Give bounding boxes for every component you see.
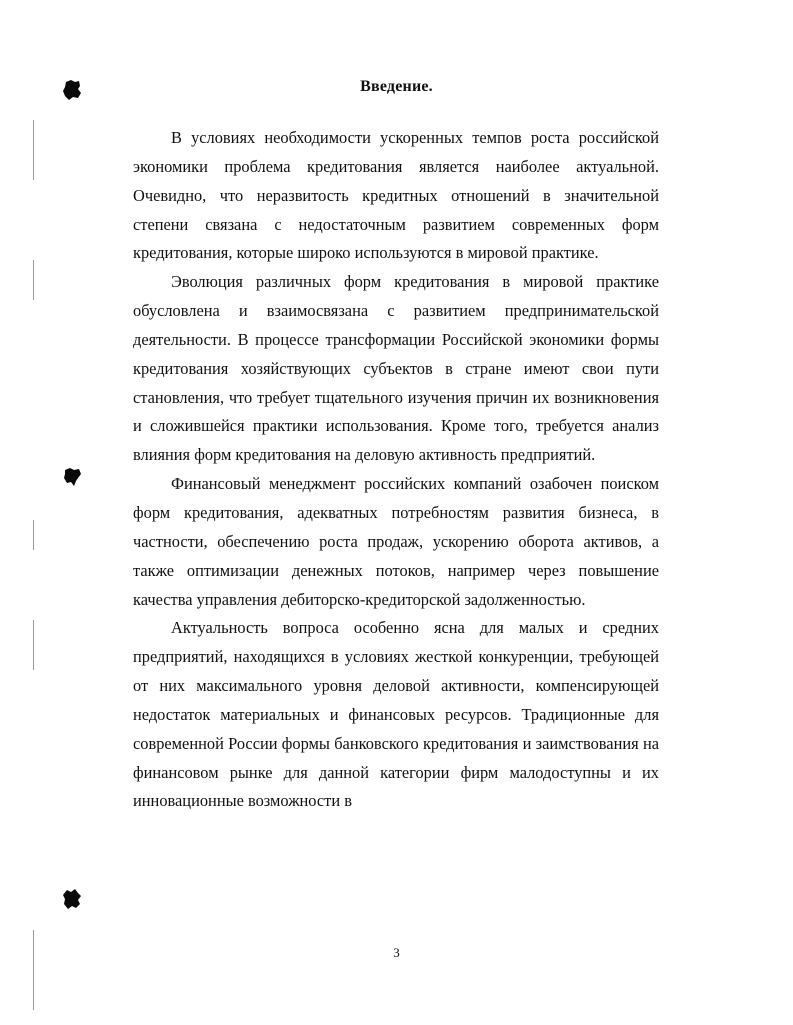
paragraph-4: Актуальность вопроса особенно ясна для малых и средних предприятий, находящихся в условиях жесткой конкуренции, требующей от них максимального уровня деловой активности, компенсирующей недостаток материальных и финансовых ресурсов. Традиционные для современной России формы банковского кредитования и заимствования на финансовом рынке для данной категории фирм малодоступны и их инновационные возможности в	[133, 618, 659, 811]
margin-scan-line	[33, 930, 34, 1010]
margin-scan-line	[33, 520, 34, 550]
punch-hole-mark-bottom	[62, 888, 82, 910]
margin-scan-line	[33, 260, 34, 300]
margin-scan-line	[33, 620, 34, 670]
paragraph-3: Финансовый менеджмент российских компаний озабочен поиском форм кредитования, адекватных потребностям развития бизнеса, в частности, обеспечению роста продаж, ускорению оборота активов, а также оптимизации денежных потоков, например через повышение качества управления дебиторско-кредиторской задолженностью.	[133, 474, 659, 609]
page-number: 3	[393, 945, 400, 960]
section-title: Введение.	[360, 78, 433, 95]
paragraph-1: В условиях необходимости ускоренных темпов роста российской экономики проблема кредитования является наиболее актуальной. Очевидно, что неразвитость кредитных отношений в значительной степени связана с недостаточным развитием современных форм кредитования, которые широко используются в мировой практике.	[133, 128, 659, 263]
paragraph-2: Эволюция различных форм кредитования в мировой практике обусловлена и взаимосвязана с развитием предпринимательской деятельности. В процессе трансформации Российской экономики формы кредитования хозяйствующих субъектов в стране имеют свои пути становления, что требует тщательного изучения причин их возникновения и сложившейся практики использования. Кроме того, требуется анализ влияния форм кредитования на деловую активность предприятий.	[133, 272, 659, 465]
body-text	[133, 124, 659, 816]
margin-scan-line	[33, 120, 34, 180]
punch-hole-mark-middle	[62, 466, 82, 488]
